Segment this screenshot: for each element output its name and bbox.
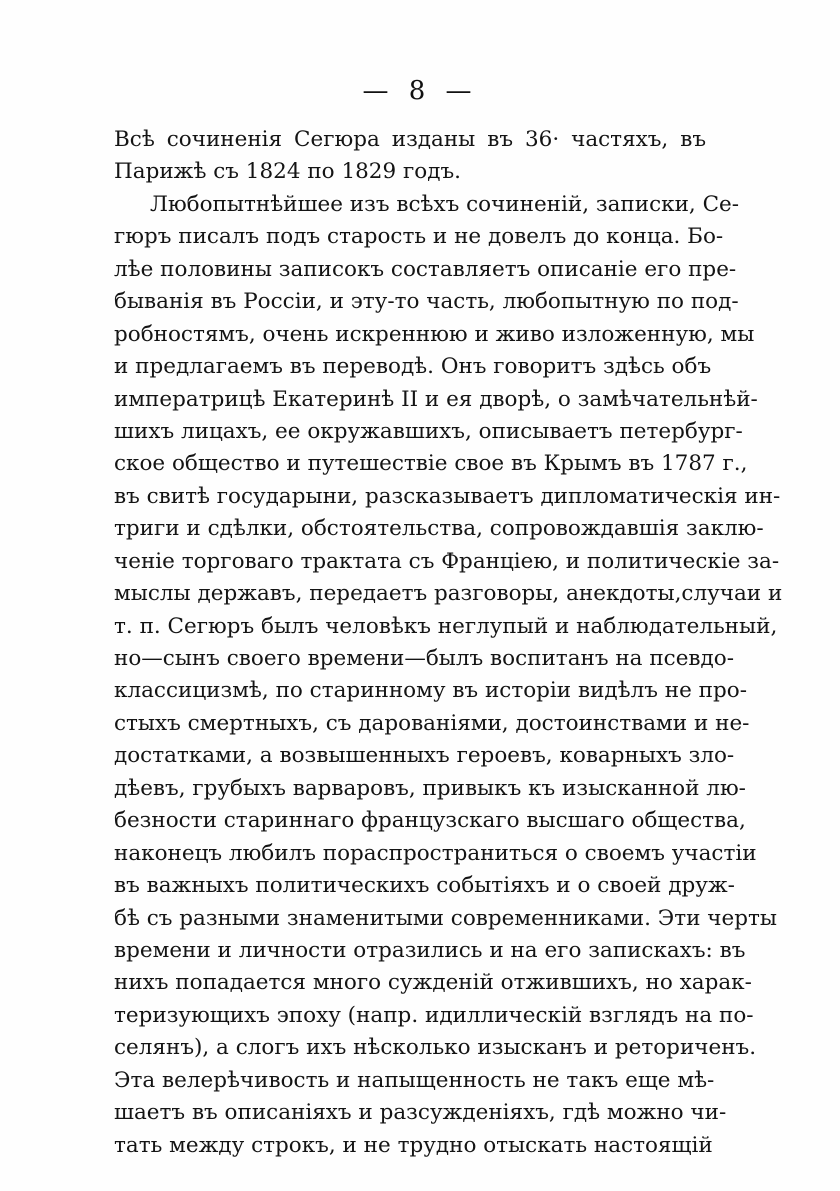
- text-line: триги и сдѣлки, обстоятельства, сопровождавшія заклю-: [114, 516, 764, 542]
- text-line: но—сынъ своего времени—былъ воспитанъ на псевдо-: [114, 646, 734, 671]
- text-line: шихъ лицахъ, ее окружавшихъ, описываетъ петербург-: [114, 418, 743, 444]
- text-line: стыхъ смертныхъ, съ дарованіями, достоинствами и не-: [114, 710, 750, 736]
- text-line: мыслы державъ, передаетъ разговоры, анекдоты,случаи и: [114, 581, 783, 607]
- text-line: времени и личности отразились и на его запискахъ: въ: [114, 937, 746, 963]
- text-line: робностямъ, очень искреннюю и живо изложенную, мы: [114, 321, 755, 347]
- text-line: въ важныхъ политическихъ событіяхъ и о своей друж-: [114, 873, 735, 899]
- body-text: [114, 124, 783, 1162]
- text-line: быванія въ Россіи, и эту-то часть, любопытную по под-: [114, 289, 739, 315]
- text-line: и предлагаемъ въ переводѣ. Онъ говоритъ здѣсь объ: [114, 354, 712, 380]
- text-line: дѣевъ, грубыхъ варваровъ, привыкъ къ изысканной лю-: [114, 775, 746, 801]
- text-line: селянъ), а слогъ ихъ нѣсколько изысканъ и реториченъ.: [114, 1035, 757, 1061]
- text-line: въ свитѣ государыни, разсказываетъ дипломатическія ин-: [114, 483, 781, 509]
- text-line: наконецъ любилъ пораспространиться о своемъ участіи: [114, 840, 757, 866]
- text-line: лѣе половины записокъ составляетъ описаніе его пре-: [114, 256, 737, 282]
- text-line: Любопытнѣйшее изъ всѣхъ сочиненій, записки, Се-: [150, 191, 740, 217]
- text-line: классицизмѣ, по старинному въ исторіи видѣлъ не про-: [114, 678, 747, 704]
- text-line: Всѣ сочиненія Сегюра изданы въ 36· частяхъ, въ: [114, 127, 706, 152]
- text-line: тать между строкъ, и не трудно отыскать настоящій: [114, 1132, 713, 1158]
- text-line: императрицѣ Екатеринѣ II и ея дворѣ, о замѣчательнѣй-: [114, 386, 758, 412]
- text-line: Парижѣ съ 1824 по 1829 годъ.: [114, 159, 461, 185]
- text-line: безности стариннаго французскаго высшаго общества,: [114, 808, 746, 834]
- text-line: шаетъ въ описаніяхъ и разсужденіяхъ, гдѣ можно чи-: [114, 1100, 727, 1126]
- page-number: — 8 —: [362, 76, 478, 106]
- text-line: бѣ съ разными знаменитыми современниками. Эти черты: [114, 905, 778, 931]
- text-line: достатками, а возвышенныхъ героевъ, коварныхъ зло-: [114, 743, 735, 769]
- text-line: т. п. Сегюръ былъ человѣкъ неглупый и наблюдательный,: [114, 613, 778, 639]
- text-line: ское общество и путешествіе свое въ Крымъ въ 1787 г.,: [114, 451, 748, 477]
- text-line: гюръ писалъ подъ старость и не довелъ до конца. Бо-: [114, 224, 724, 250]
- text-line: теризующихъ эпоху (напр. идиллическій взглядъ на по-: [114, 1002, 754, 1028]
- text-line: ченіе торговаго трактата съ Франціею, и политическіе за-: [114, 548, 780, 574]
- text-line: Эта велерѣчивость и напыщенность не такъ еще мѣ-: [114, 1067, 715, 1093]
- text-line: нихъ попадается много сужденій отжившихъ, но харак-: [114, 970, 752, 996]
